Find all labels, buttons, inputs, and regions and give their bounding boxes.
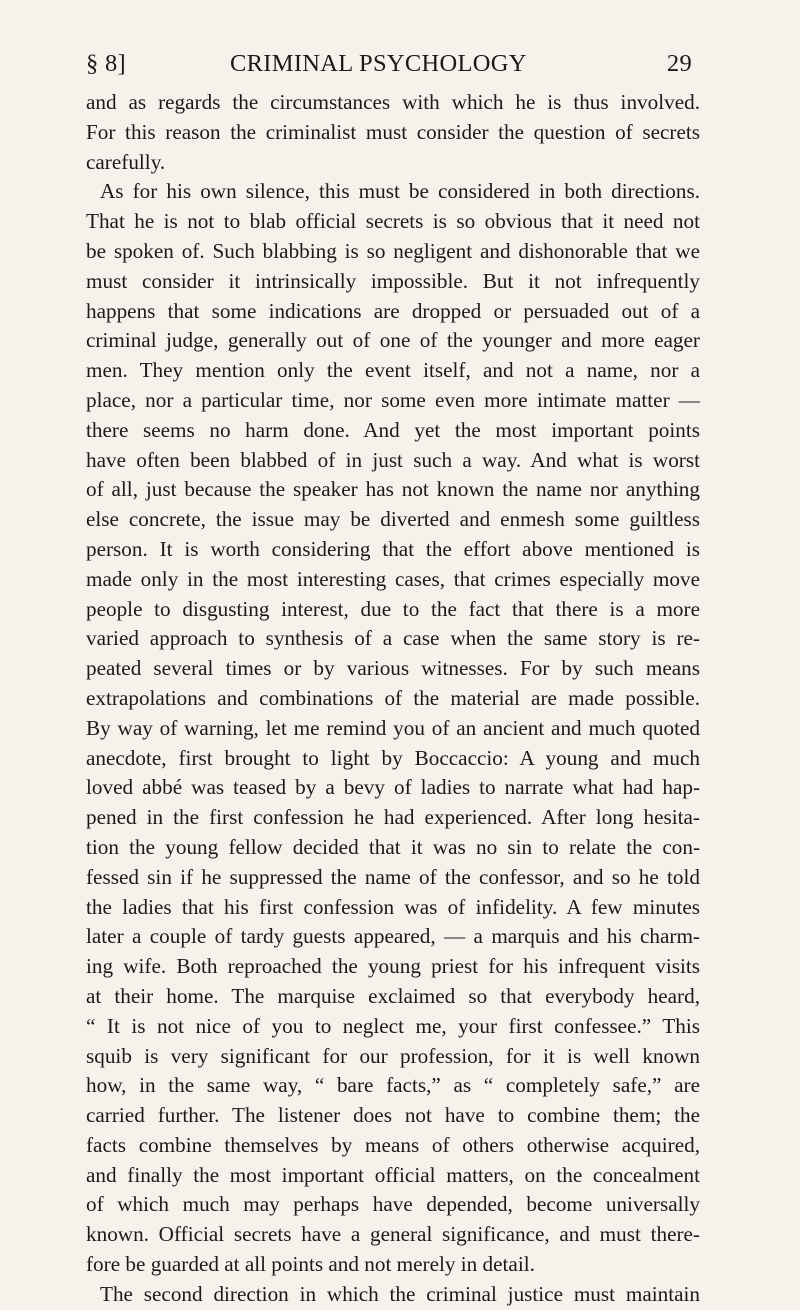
text-line: place, nor a particular time, nor some even more intimate matter —: [86, 387, 700, 412]
text-line: and finally the most important official matters, on the concealment: [86, 1162, 700, 1187]
text-line: That he is not to blab official secrets is so obvious that it need not: [86, 209, 700, 234]
text-line: have often been blabbed of in just such a way. And what is worst: [86, 447, 700, 472]
text-line: fessed sin if he suppressed the name of the confessor, and so he told: [86, 864, 700, 889]
text-line: fore be guarded at all points and not merely in detail.: [86, 1252, 535, 1277]
text-line: of which much may perhaps have depended, become universally: [86, 1192, 700, 1217]
text-line: there seems no harm done. And yet the most important points: [86, 417, 700, 442]
text-line: anecdote, first brought to light by Boccaccio: A young and much: [86, 745, 700, 770]
text-line: men. They mention only the event itself, and not a name, nor a: [86, 358, 700, 383]
text-line: “ It is not nice of you to neglect me, your first confessee.” This: [86, 1013, 700, 1038]
text-line: of all, just because the speaker has not known the name nor anything: [86, 477, 700, 502]
text-line: known. Official secrets have a general significance, and must there-: [86, 1222, 700, 1247]
text-line: peated several times or by various witnesses. For by such means: [86, 656, 700, 681]
text-line: squib is very significant for our profession, for it is well known: [86, 1043, 700, 1068]
text-line: carefully.: [86, 149, 166, 174]
text-line: later a couple of tardy guests appeared, — a marquis and his charm-: [86, 924, 700, 949]
text-line: varied approach to synthesis of a case when the same story is re-: [86, 626, 700, 651]
text-line: As for his own silence, this must be considered in both directions.: [100, 179, 700, 204]
text-line: and as regards the circumstances with which he is thus involved.: [86, 90, 700, 114]
text-line: pened in the first confession he had experienced. After long hesita-: [86, 805, 700, 830]
section-mark: § 8]: [86, 50, 126, 77]
text-line: person. It is worth considering that the effort above mentioned is: [86, 536, 700, 561]
text-line: tion the young fellow decided that it was no sin to relate the con-: [86, 834, 700, 859]
text-line: extrapolations and combinations of the material are made possible.: [86, 685, 700, 710]
text-line: facts combine themselves by means of others otherwise acquired,: [86, 1132, 700, 1157]
body-text: [86, 88, 700, 1310]
text-line: else concrete, the issue may be diverted and enmesh some guiltless: [86, 507, 700, 532]
text-line: made only in the most interesting cases, that crimes especially move: [86, 566, 700, 591]
text-line: By way of warning, let me remind you of an ancient and much quoted: [86, 715, 700, 740]
text-line: happens that some indications are dropped or persuaded out of a: [86, 298, 700, 323]
text-line: ing wife. Both reproached the young priest for his infrequent visits: [86, 954, 700, 979]
text-line: be spoken of. Such blabbing is so negligent and dishonorable that we: [86, 238, 700, 263]
running-title: CRIMINAL PSYCHOLOGY: [230, 50, 527, 77]
text-line: at their home. The marquise exclaimed so that everybody heard,: [86, 983, 700, 1008]
text-line: loved abbé was teased by a bevy of ladies to narrate what had hap-: [86, 775, 700, 800]
text-line: The second direction in which the criminal justice must maintain: [100, 1281, 700, 1306]
text-line: how, in the same way, “ bare facts,” as “ completely safe,” are: [86, 1073, 700, 1098]
running-header: [86, 50, 696, 84]
page-number: 29: [666, 50, 692, 77]
text-line: criminal judge, generally out of one of the younger and more eager: [86, 328, 700, 353]
text-line: For this reason the criminalist must consider the question of secrets: [86, 119, 700, 144]
text-line: carried further. The listener does not have to combine them; the: [86, 1103, 700, 1128]
text-line: people to disgusting interest, due to the fact that there is a more: [86, 596, 700, 621]
text-line: the ladies that his first confession was of infidelity. A few minutes: [86, 894, 700, 919]
text-line: must consider it intrinsically impossible. But it not infrequently: [86, 268, 700, 293]
